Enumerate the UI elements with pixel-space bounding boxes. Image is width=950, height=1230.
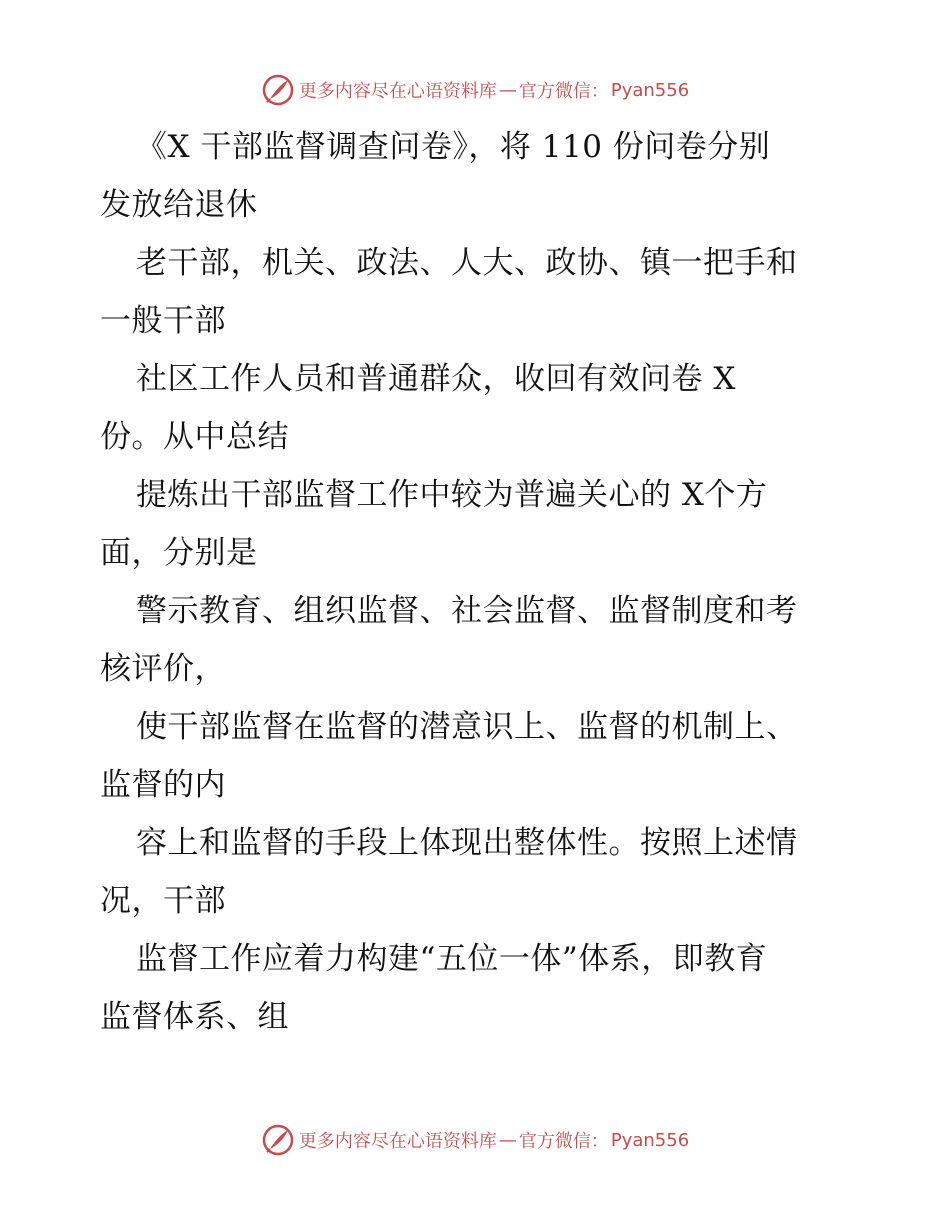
banner-wechat-id: Pyan556: [610, 1129, 690, 1151]
body-line: 份。从中总结: [100, 419, 289, 455]
footer-watermark-banner: [0, 1120, 950, 1160]
body-line: 发放给退休: [100, 187, 258, 223]
body-line: 容上和监督的手段上体现出整体性。按照上述情: [136, 825, 798, 861]
banner-separator: —: [498, 1129, 517, 1151]
body-line: 一般干部: [100, 303, 226, 339]
body-line: 提炼出干部监督工作中较为普遍关心的 X个方: [136, 477, 768, 513]
body-line: 监督体系、组: [100, 999, 289, 1035]
body-line: 监督工作应着力构建“五位一体”体系，即教育: [136, 941, 768, 977]
body-line: 监督的内: [100, 767, 226, 803]
body-line: 《X 干部监督调查问卷》，将 110 份问卷分别: [136, 129, 771, 165]
banner-wechat-label: 官方微信：: [518, 81, 609, 102]
banner-text: 更多内容尽在心语资料库: [298, 1131, 497, 1152]
feather-pen-icon: [261, 1123, 295, 1157]
banner-wechat-label: 官方微信：: [518, 1131, 609, 1152]
body-line: 使干部监督在监督的潜意识上、监督的机制上、: [136, 709, 798, 745]
document-body: [100, 118, 860, 1046]
banner-separator: —: [498, 79, 517, 101]
feather-pen-icon: [261, 73, 295, 107]
header-watermark-banner: [0, 70, 950, 110]
body-line: 面，分别是: [100, 535, 258, 571]
body-line: 况，干部: [100, 883, 226, 919]
banner-wechat-id: Pyan556: [610, 79, 690, 101]
body-line: 社区工作人员和普通群众，收回有效问卷 X: [136, 361, 736, 397]
body-line: 警示教育、组织监督、社会监督、监督制度和考: [136, 593, 798, 629]
banner-text: 更多内容尽在心语资料库: [298, 81, 497, 102]
body-line: 老干部，机关、政法、人大、政协、镇一把手和: [136, 245, 798, 281]
body-line: 核评价，: [100, 651, 226, 687]
